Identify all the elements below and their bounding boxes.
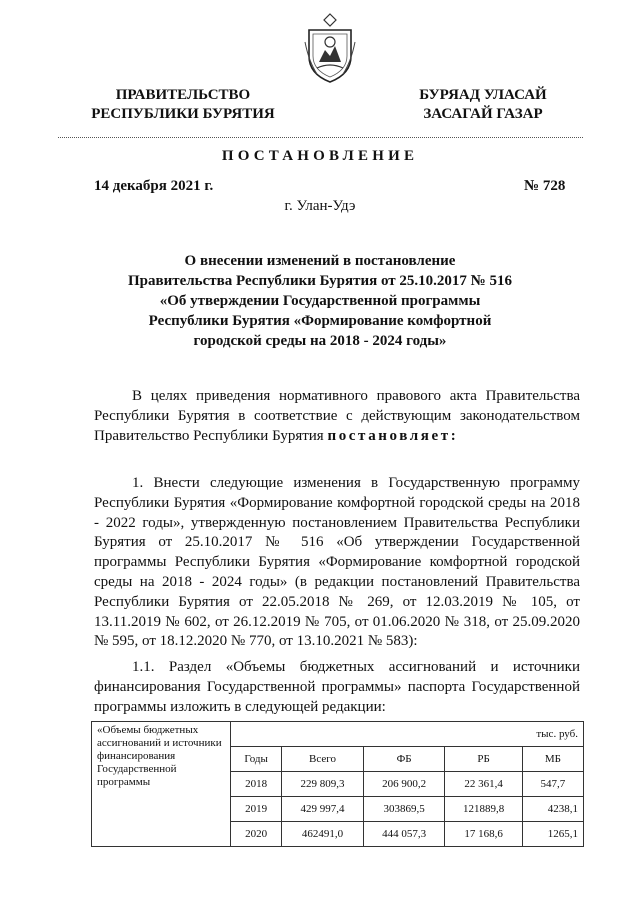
column-header: РБ <box>445 747 522 772</box>
subject-line: О внесении изменений в постановление <box>184 253 456 269</box>
header-divider <box>58 137 583 138</box>
subject-line: Правительства Республики Бурятия от 25.10.2017 № 516 <box>127 273 512 289</box>
document-number: № 728 <box>524 178 566 194</box>
table-cell: 229 809,3 <box>282 772 364 797</box>
subject-line: Республики Бурятия «Формирование комфортной <box>148 313 492 329</box>
table-cell-year: 2018 <box>231 772 282 797</box>
table-cell: 1265,1 <box>522 822 583 847</box>
subject-line: «Об утверждении Государственной программы <box>159 293 481 309</box>
table-cell: 4238,1 <box>522 797 583 822</box>
column-header: Годы <box>231 747 282 772</box>
table-cell: 462491,0 <box>282 822 364 847</box>
column-header: ФБ <box>363 747 445 772</box>
preamble-paragraph <box>94 387 580 446</box>
government-name-buryat <box>388 86 578 124</box>
table-cell: 547,7 <box>522 772 583 797</box>
budget-table <box>91 721 584 847</box>
clause-1-paragraph: 1. Внести следующие изменения в Государственную программу Республики Бурятия «Формирование комфортной городской среды на 2018 - 2022 годы», утвержденную постановлением Правительства Республики Бурятия от 25.10.2017 № 516 «Об утверждении Государственной программы Республики Бурятия «Формирование комфортной городской среды на 2018 - 2024 годы» (в редакции постановлений Правительства Республики Бурятия от 22.05.2018 № 269, от 12.03.2019 № 105, от 13.11.2019 № 602, от 26.12.2019 № 705, от 01.06.2020 № 318, от 25.09.2020 № 595, от 18.12.2020 № 770, от 13.10.2021 № 583): <box>94 475 580 650</box>
document-city: г. Улан-Удэ <box>284 198 356 214</box>
document-subject <box>120 251 520 351</box>
table-cell: 121889,8 <box>445 797 522 822</box>
table-cell: 303869,5 <box>363 797 445 822</box>
document-date: 14 декабря 2021 г. <box>94 178 214 194</box>
table-cell-year: 2019 <box>231 797 282 822</box>
government-name-buryat-line1: БУРЯАД УЛАСАЙ <box>419 87 547 103</box>
decree-word: постановляет: <box>327 427 459 444</box>
preamble-text: В целях приведения нормативного правового акта Правительства Республики Бурятия в соответствие с действующим законодательством Правительство Республики Бурятия <box>94 388 580 444</box>
subject-line: городской среды на 2018 - 2024 годы» <box>193 333 447 349</box>
budget-table-unit: тыс. руб. <box>231 722 584 747</box>
government-name-russian <box>78 86 288 124</box>
government-name-russian-line1: ПРАВИТЕЛЬСТВО <box>115 87 251 103</box>
table-cell: 22 361,4 <box>445 772 522 797</box>
clause-1-1-paragraph: 1.1. Раздел «Объемы бюджетных ассигнований и источники финансирования Государственной программы» паспорта Государственной программы изложить в следующей редакции: <box>94 659 580 715</box>
government-name-buryat-line2: ЗАСАГАЙ ГАЗАР <box>423 106 543 122</box>
coat-of-arms-emblem <box>303 12 357 86</box>
table-cell: 444 057,3 <box>363 822 445 847</box>
government-name-russian-line2: РЕСПУБЛИКИ БУРЯТИЯ <box>91 106 275 122</box>
table-cell-year: 2020 <box>231 822 282 847</box>
column-header: Всего <box>282 747 364 772</box>
column-header: МБ <box>522 747 583 772</box>
table-cell: 17 168,6 <box>445 822 522 847</box>
document-title: ПОСТАНОВЛЕНИЕ <box>221 148 419 164</box>
table-cell: 429 997,4 <box>282 797 364 822</box>
budget-table-label: «Объемы бюджетных ассигнований и источники финансирования Государственной программы <box>92 722 231 847</box>
table-cell: 206 900,2 <box>363 772 445 797</box>
